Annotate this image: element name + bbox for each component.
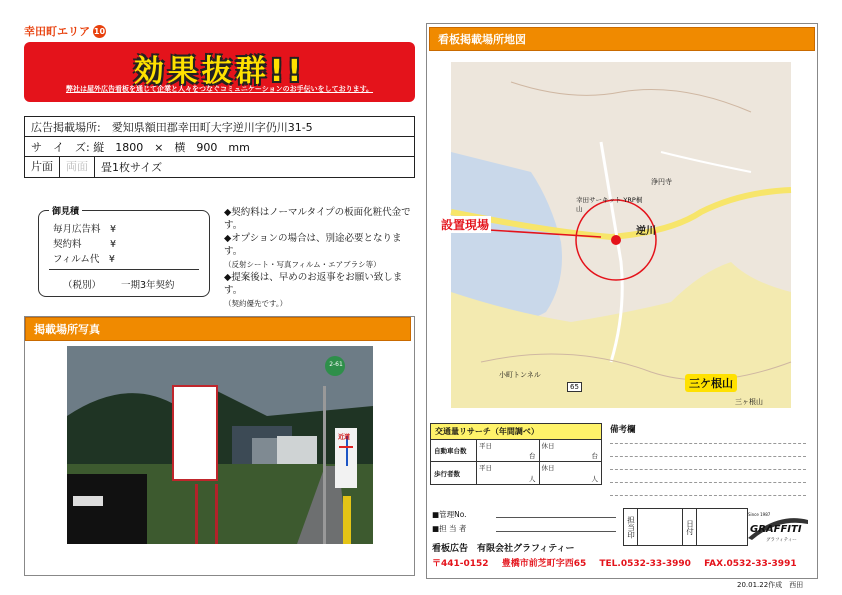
map-place-sakagawa: 逆川: [636, 226, 656, 237]
map-site-label: 設置現場: [441, 218, 490, 232]
stamp-tantou-field: [638, 509, 683, 545]
company-postal: 〒441-0152 豊橋市前芝町字西65: [432, 559, 587, 569]
company-name: 看板広告 有限会社グラフィティー: [432, 544, 575, 554]
banner-title: 効果抜群!!: [133, 54, 306, 89]
info-side-row: [25, 157, 414, 177]
unit-label: 台: [529, 452, 536, 460]
logo-main-text: GRAFFITI: [750, 524, 802, 535]
traffic-row-cars-label: 自動車台数: [431, 440, 477, 461]
estimate-film: フィルム代 ¥: [53, 254, 115, 265]
unit-label: 人: [529, 475, 536, 483]
traffic-row-people-label: 歩行者数: [431, 462, 477, 484]
memo-line: [610, 482, 806, 483]
logo-small-text: Since 1987: [748, 512, 771, 517]
site-map: [441, 62, 791, 408]
note-1: ◆契約料はノーマルタイプの板面化粧代金です。: [224, 207, 411, 231]
weekday-label: 平日: [479, 464, 492, 472]
area-label: [24, 23, 106, 39]
traffic-table: [430, 423, 602, 485]
note-3: ◆提案後は、早めのお返事をお願い致します。: [224, 272, 403, 296]
company-tel: TEL.0532-33-3990: [599, 559, 691, 569]
site-photo: [67, 346, 373, 544]
unit-label: 人: [591, 475, 598, 483]
notes: [224, 206, 416, 310]
stamp-tantou-label: 担当印: [624, 509, 638, 545]
estimate-tax: （税別）: [63, 280, 102, 291]
note-2-sub: （反射シート・写真フィルム・エアブラシ等）: [224, 260, 381, 269]
area-label-text: 幸田町エリア: [24, 25, 90, 38]
memo-title: 備考欄: [610, 425, 636, 435]
company-contact: [432, 556, 797, 569]
memo-line: [610, 495, 806, 496]
manager-no-line: [496, 517, 616, 518]
tatami-size: 畳1枚サイズ: [101, 161, 163, 174]
note-2: ◆オプションの場合は、別途必要となります。: [224, 233, 402, 257]
info-table: [24, 116, 415, 178]
stamp-date-field: [697, 509, 747, 545]
area-number: 10: [93, 26, 106, 36]
person-label: ■担 当 者: [432, 524, 467, 533]
memo-line: [610, 443, 806, 444]
stamp-date-label: 日付: [683, 509, 697, 545]
memo-line: [610, 469, 806, 470]
map-place-tunnel: 小町トンネル: [499, 371, 541, 379]
traffic-cell: [540, 440, 602, 461]
photo-sign-text: 近道: [338, 434, 351, 441]
estimate-contract: 契約料 ¥: [53, 239, 117, 250]
estimate-term: 一期3年契約: [121, 280, 175, 291]
manager-no-label: ■管理No.: [432, 510, 467, 519]
logo-sub-text: グラフィティー: [766, 538, 797, 543]
weekday-label: 平日: [479, 442, 492, 450]
company-fax: FAX.0532-33-3991: [704, 559, 797, 569]
company-logo: [748, 510, 808, 544]
made-date: 20.01.22作成 西田: [737, 581, 804, 589]
info-location: 広告掲載場所: 愛知県額田郡幸田町大字逆川字仍川31-5: [25, 117, 414, 137]
map-section-header: 看板掲載場所地図: [429, 27, 815, 51]
holiday-label: 休日: [541, 442, 555, 450]
holiday-label: 休日: [541, 464, 555, 472]
banner-subtitle: 弊社は屋外広告看板を通じて企業と人々をつなぐコミュニケーションのお手伝いをしております。: [65, 85, 374, 93]
traffic-row-cars: [431, 440, 601, 462]
side-double: 両面: [60, 157, 95, 177]
unit-label: 台: [591, 452, 598, 460]
stamp-box: [623, 508, 748, 546]
site-map-image: [451, 62, 791, 408]
map-area-label: 三ケ根山: [685, 374, 737, 392]
route-plate: 2-61: [329, 361, 343, 368]
traffic-cell: [477, 462, 540, 484]
traffic-cell: [540, 462, 602, 484]
map-place-temple: 浄円寺: [651, 178, 672, 186]
estimate-divider: [49, 269, 199, 270]
person-line: [496, 531, 616, 532]
estimate-box: [38, 207, 210, 297]
traffic-cell: [477, 440, 540, 461]
photo-section-header: 掲載場所写真: [25, 317, 411, 341]
traffic-title: 交通量リサーチ（年間調べ）: [431, 424, 601, 440]
traffic-row-people: [431, 462, 601, 484]
info-size: サ イ ズ: 縦 1800 × 横 900 mm: [25, 137, 414, 157]
headline-banner: [24, 42, 415, 102]
side-single: 片面: [25, 157, 60, 177]
estimate-monthly: 毎月広告料 ¥: [53, 224, 117, 235]
map-route-number: 65: [567, 382, 582, 392]
map-place-circuit: 幸田サーキット YRP桐山: [576, 196, 643, 213]
map-mountain-label: 三ヶ根山: [735, 398, 763, 406]
note-3-sub: （契約優先です。）: [224, 299, 288, 308]
memo-line: [610, 456, 806, 457]
site-photo-image: [67, 346, 373, 544]
estimate-title: 御見積: [49, 204, 82, 217]
